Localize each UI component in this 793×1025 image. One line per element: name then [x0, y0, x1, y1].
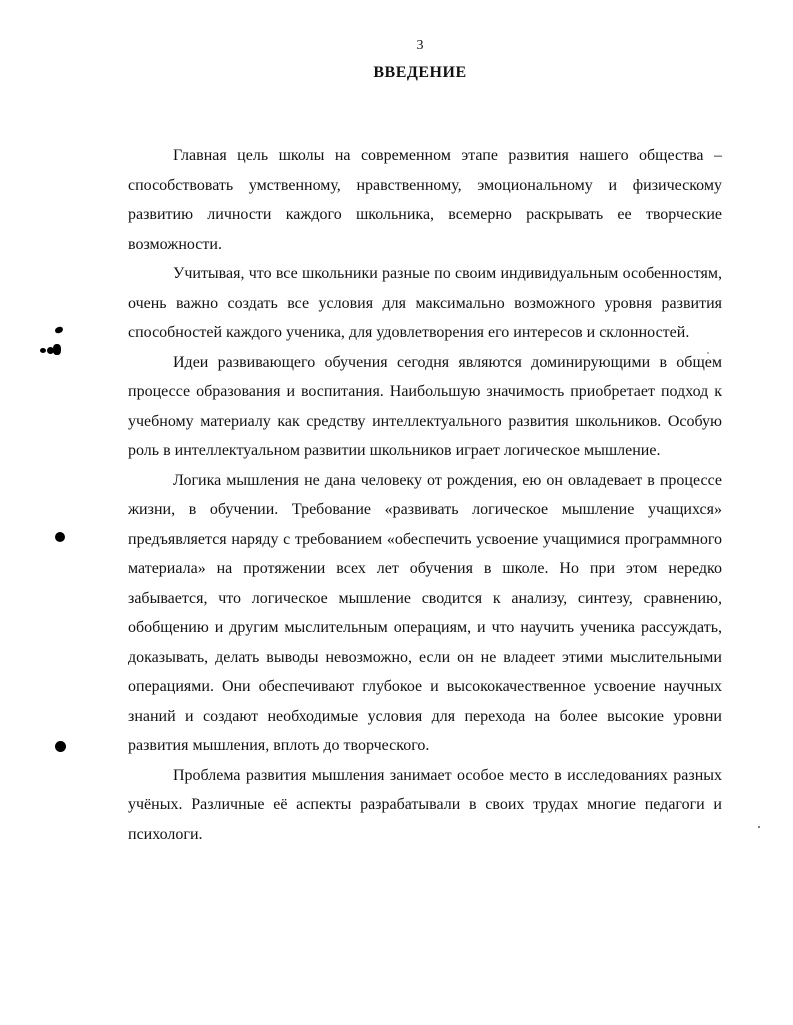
punch-hole-mark: [55, 532, 65, 542]
paragraph-5: Проблема развития мышления занимает особое место в исследованиях разных учёных. Различные её аспекты разрабатывали в своих трудах многие педагоги и психологи.: [128, 766, 722, 843]
paragraph-1: Главная цель школы на современном этапе развития нашего общества – способствовать умственному, нравственному, эмоциональному и физическому развитию личности каждого школьника, всемерно раскрывать ее творческие возможности.: [128, 147, 722, 253]
scan-speck: [707, 352, 709, 354]
paragraph-3: Идеи развивающего обучения сегодня являются доминирующими в общем процессе образования и воспитания. Наибольшую значимость приобретает подход к учебному материалу как средству интеллектуального развития школьников. Особую роль в интеллектуальном развитии школьников играет логическое мышление.: [128, 353, 722, 459]
scan-artifact-mark: [54, 326, 63, 334]
page-number: 3: [416, 38, 424, 53]
scan-artifact-mark: [40, 344, 62, 356]
paragraph-2: Учитывая, что все школьники разные по своим индивидуальным особенностям, очень важно создать все условия для максимально возможного уровня развития способностей каждого ученика, для удовлетворения его интересов и склонностей.: [128, 265, 722, 341]
scan-speck: [758, 826, 760, 828]
page-title: ВВЕДЕНИЕ: [373, 64, 467, 81]
body-text: [128, 141, 722, 849]
punch-hole-mark: [55, 741, 66, 752]
paragraph-4: Логика мышления не дана человеку от рождения, ею он овладевает в процессе жизни, в обучении. Требование «развивать логическое мышление учащихся» предъявляется наряду с требованием «обеспечить усвоение учащимися программного материала» на протяжении всех лет обучения в школе. Но при этом нередко забывается, что логическое мышление сводится к анализу, синтезу, сравнению, обобщению и другим мыслительным операциям, и что научить ученика рассуждать, доказывать, делать выводы невозможно, если он не владеет этими мыслительными операциями. Они обеспечивают глубокое и высококачественное усвоение научных знаний и создают необходимые условия для перехода на более высокие уровни развития мышления, вплоть до творческого.: [128, 471, 722, 754]
